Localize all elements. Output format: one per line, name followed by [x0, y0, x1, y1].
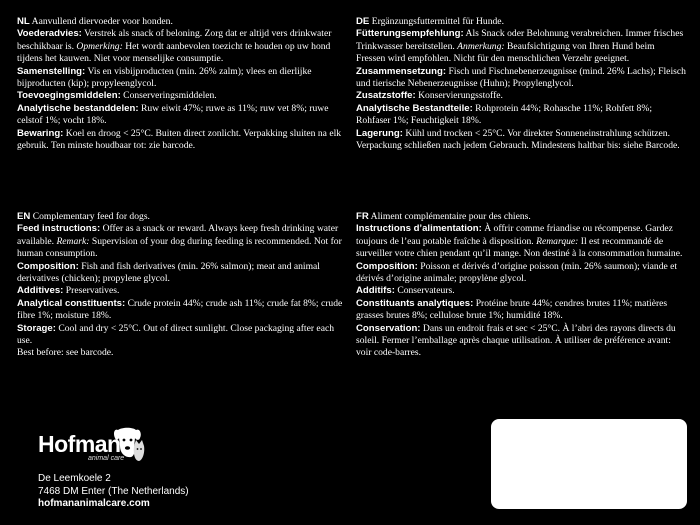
- en-storage-label: Storage:: [17, 322, 56, 334]
- fr-section: [356, 211, 686, 360]
- nl-composition-text: Vis en visbijproducten (min. 26% zalm); vlees en dierlijke bijproducten (kip); propyleenglycol.: [17, 65, 312, 90]
- address-line-2: 7468 DM Enter (The Netherlands): [38, 485, 189, 497]
- en-best-before: Best before: see barcode.: [17, 347, 114, 359]
- nl-composition-label: Samenstelling:: [17, 65, 86, 77]
- de-additives-label: Zusatzstoffe:: [356, 90, 416, 102]
- nl-storage-text: Koel en droog < 25°C. Buiten direct zonlicht. Verpakking sluiten na elk gebruik. Ten minste houdbaar tot: zie barcode.: [17, 127, 342, 152]
- de-composition-label: Zusammensetzung:: [356, 65, 447, 77]
- de-storage-text: Kühl und trocken < 25°C. Vor direkter Sonneneinstrahlung schützen. Verpackung schließen nach jedem Gebrauch. Mindestens haltbar bis: siehe Barcode.: [356, 127, 680, 152]
- de-section: [356, 16, 686, 152]
- fr-analytical-text: Protéine brute 44%; cendres brutes 11%; matières grasses brutes 8%; cellulose brute 1%; humidité 18%.: [356, 297, 668, 322]
- nl-feeding-text: Verstrek als snack of beloning. Zorg dat er altijd vers drinkwater beschikbaar is.: [17, 28, 332, 52]
- fr-storage-label: Conservation:: [356, 322, 421, 334]
- de-analytical-label: Analytische Bestandteile:: [356, 102, 473, 114]
- en-feeding-label: Feed instructions:: [17, 223, 101, 235]
- website-link[interactable]: hofmananimalcare.com: [38, 498, 150, 509]
- fr-additives-label: Additifs:: [356, 285, 395, 297]
- nl-section: [17, 16, 347, 152]
- en-code: EN: [17, 211, 31, 222]
- fr-intro: Aliment complémentaire pour des chiens.: [370, 211, 531, 222]
- fr-feeding-label: Instructions d’alimentation:: [356, 223, 482, 235]
- en-remark-label: Remark:: [56, 235, 90, 247]
- nl-intro: Aanvullend diervoeder voor honden.: [31, 16, 173, 27]
- fr-additives-text: Conservateurs.: [397, 285, 455, 297]
- en-additives-label: Additives:: [17, 285, 64, 297]
- fr-composition-text: Poisson et dérivés d’origine poisson (min. 26% saumon); viande et dérivés d’origine animale; propylène glycol.: [356, 260, 678, 285]
- company-address: [38, 473, 189, 511]
- de-feeding-text: Als Snack oder Belohnung verabreichen. Immer frisches Trinkwasser bereitstellen.: [356, 28, 684, 52]
- de-analytical-text: Rohprotein 44%; Rohasche 11%; Rohfett 8%; Rohfaser 1%; Feuchtigkeit 18%.: [356, 102, 653, 127]
- nl-feeding-label: Voederadvies:: [17, 28, 82, 40]
- en-composition-label: Composition:: [17, 260, 79, 272]
- de-composition-text: Fisch und Fischnebenerzeugnisse (mind. 26% Lachs); Fleisch und tierische Nebenerzeugnisse (Huhn); Propylenglycol.: [356, 65, 686, 90]
- nl-additives-label: Toevoegingsmiddelen:: [17, 90, 121, 102]
- de-additives-text: Konservierungsstoffe.: [418, 90, 503, 102]
- de-remark-label: Anmerkung:: [457, 40, 505, 52]
- fr-analytical-label: Constituants analytiques:: [356, 297, 474, 309]
- fr-remark-label: Remarque:: [536, 235, 579, 247]
- nl-analytical-text: Ruw eiwit 47%; ruwe as 11%; ruw vet 8%; ruwe celstof 1%; vocht 18%.: [17, 102, 329, 127]
- de-intro: Ergänzungsfuttermittel für Hunde.: [371, 16, 504, 27]
- fr-code: FR: [356, 211, 369, 222]
- barcode-area: [491, 419, 687, 509]
- en-analytical-label: Analytical constituents:: [17, 297, 126, 309]
- en-additives-text: Preservatives.: [65, 285, 120, 297]
- brand-name: Hofman: [38, 431, 121, 457]
- en-section: [17, 211, 347, 360]
- brand-logo: [38, 431, 125, 462]
- fr-composition-label: Composition:: [356, 260, 418, 272]
- en-feeding-text: Offer as a snack or reward. Always keep fresh drinking water available.: [17, 223, 339, 247]
- de-feeding-label: Fütterungsempfehlung:: [356, 28, 464, 40]
- address-line-1: De Leemkoele 2: [38, 473, 111, 484]
- fr-remark-text: Il est recommandé de surveiller votre chien pendant qu’il mange. Non destiné à la consommation humaine.: [356, 235, 683, 260]
- de-storage-label: Lagerung:: [356, 127, 403, 139]
- fr-storage-text: Dans un endroit frais et sec < 25°C. À l’abri des rayons directs du soleil. Fermer l’emballage après chaque utilisation. À utiliser de préférence avant: voir code-barres.: [356, 322, 676, 359]
- en-storage-text: Cool and dry < 25°C. Out of direct sunlight. Close packaging after each use.: [17, 322, 335, 347]
- nl-storage-label: Bewaring:: [17, 127, 64, 139]
- nl-analytical-label: Analytische bestanddelen:: [17, 102, 139, 114]
- en-remark-text: Supervision of your dog during feeding is recommended. Not for human consumption.: [17, 235, 342, 260]
- nl-remark-text: Het wordt aanbevolen toezicht te houden op uw hond tijdens het kauwen. Niet voor menselijke consumptie.: [17, 40, 331, 65]
- de-remark-text: Beaufsichtigung von Ihren Hund beim Fressen wird empfohlen. Nicht für den menschlichen Verzehr geeignet.: [356, 40, 655, 65]
- brand-tagline: animal care: [88, 455, 125, 462]
- en-intro: Complementary feed for dogs.: [32, 211, 150, 222]
- nl-additives-text: Conserveringsmiddelen.: [123, 90, 217, 102]
- dog-cat-logo-icon: [112, 424, 146, 462]
- de-code: DE: [356, 16, 370, 27]
- fr-feeding-text: À offrir comme friandise ou récompense. Gardez toujours de l’eau potable fraîche à disposition.: [356, 223, 673, 247]
- en-composition-text: Fish and fish derivatives (min. 26% salmon); meat and animal derivatives (chicken); propylene glycol.: [17, 260, 320, 285]
- nl-remark-label: Opmerking:: [76, 40, 123, 52]
- en-analytical-text: Crude protein 44%; crude ash 11%; crude fat 8%; crude fibre 1%; moisture 18%.: [17, 297, 343, 322]
- nl-code: NL: [17, 16, 30, 27]
